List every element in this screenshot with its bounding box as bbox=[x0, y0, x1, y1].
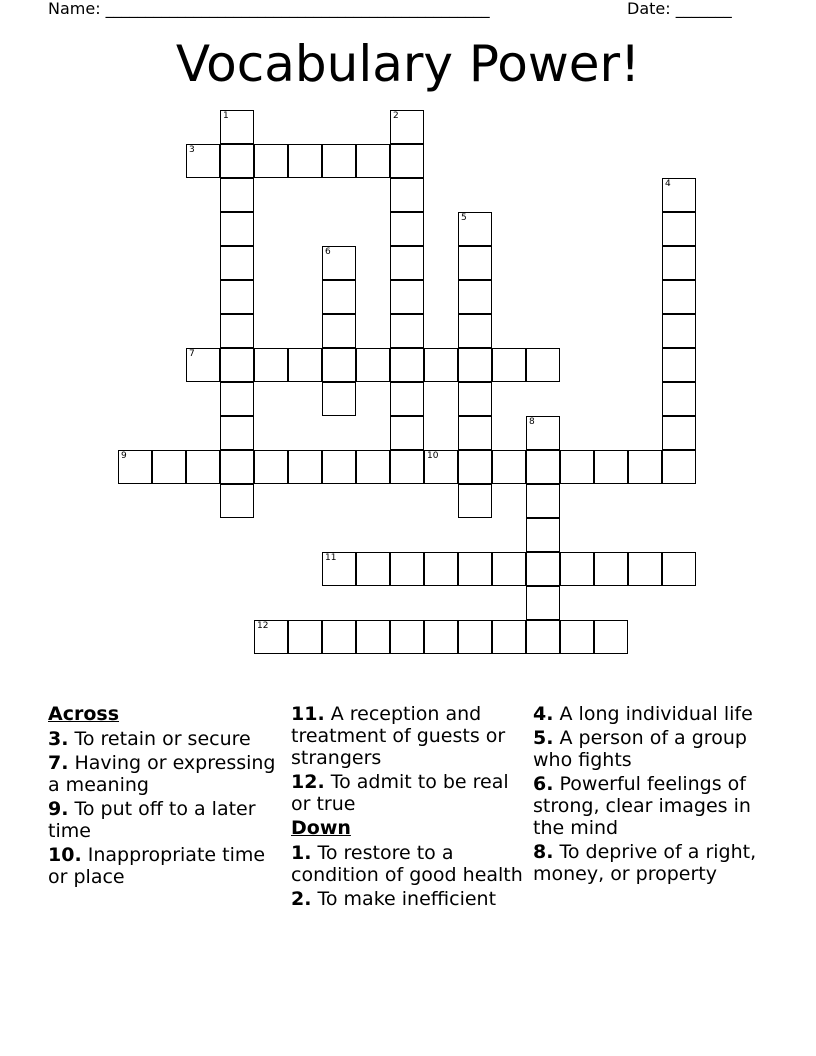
grid-cell[interactable] bbox=[492, 348, 526, 382]
grid-cell[interactable] bbox=[492, 450, 526, 484]
grid-cell[interactable] bbox=[662, 314, 696, 348]
across-heading: Across bbox=[48, 703, 120, 725]
grid-cell[interactable] bbox=[458, 450, 492, 484]
puzzle-title: Vocabulary Power! bbox=[175, 35, 641, 93]
clue-number-label: 10 bbox=[427, 451, 439, 461]
clue-number: 11. bbox=[291, 703, 325, 725]
clue-number: 2. bbox=[291, 888, 312, 910]
clue-number: 1. bbox=[291, 842, 312, 864]
clue-text: To retain or secure bbox=[74, 728, 251, 750]
clue-number-label: 1 bbox=[223, 111, 229, 121]
clue-number: 4. bbox=[533, 703, 554, 725]
clue-list bbox=[0, 703, 816, 1033]
grid-cell[interactable] bbox=[390, 348, 424, 382]
grid-cell[interactable] bbox=[118, 450, 152, 484]
grid-cell[interactable] bbox=[152, 450, 186, 484]
grid-cell[interactable] bbox=[254, 144, 288, 178]
grid-cell[interactable] bbox=[186, 348, 220, 382]
clue-number: 10. bbox=[48, 844, 82, 866]
grid-cell[interactable] bbox=[424, 450, 458, 484]
grid-cell[interactable] bbox=[390, 552, 424, 586]
grid-cell[interactable] bbox=[288, 620, 322, 654]
grid-cell[interactable] bbox=[662, 348, 696, 382]
grid-cell[interactable] bbox=[526, 348, 560, 382]
grid-cell[interactable] bbox=[458, 212, 492, 246]
name-field: Name: ________________________________________________ bbox=[48, 0, 490, 18]
grid-cell[interactable] bbox=[526, 586, 560, 620]
grid-cell[interactable] bbox=[628, 450, 662, 484]
grid-cell[interactable] bbox=[288, 450, 322, 484]
grid-cell[interactable] bbox=[628, 552, 662, 586]
grid-cell[interactable] bbox=[254, 450, 288, 484]
grid-cell[interactable] bbox=[458, 348, 492, 382]
grid-cell[interactable] bbox=[594, 450, 628, 484]
grid-cell[interactable] bbox=[662, 178, 696, 212]
clue-number: 7. bbox=[48, 752, 69, 774]
clue-text: A person of a group who fights bbox=[533, 727, 747, 771]
clue-number-label: 5 bbox=[461, 213, 467, 223]
clue-across bbox=[291, 771, 527, 815]
grid-cell[interactable] bbox=[662, 280, 696, 314]
clue-number: 3. bbox=[48, 728, 69, 750]
grid-cell[interactable] bbox=[424, 552, 458, 586]
grid-cell[interactable] bbox=[560, 620, 594, 654]
clue-number-label: 7 bbox=[189, 349, 195, 359]
grid-cell[interactable] bbox=[594, 552, 628, 586]
clue-text: To admit to be real or true bbox=[291, 771, 509, 815]
clue-text: Powerful feelings of strong, clear images in the mind bbox=[533, 773, 751, 839]
grid-cell[interactable] bbox=[458, 280, 492, 314]
clue-column-2 bbox=[291, 703, 527, 912]
clue-number-label: 11 bbox=[325, 553, 337, 563]
clue-number: 12. bbox=[291, 771, 325, 793]
clue-text: To put off to a later time bbox=[48, 798, 256, 842]
grid-cell[interactable] bbox=[390, 416, 424, 450]
grid-cell[interactable] bbox=[526, 552, 560, 586]
grid-cell[interactable] bbox=[492, 552, 526, 586]
grid-cell[interactable] bbox=[390, 144, 424, 178]
grid-cell[interactable] bbox=[662, 212, 696, 246]
clue-text: Having or expressing a meaning bbox=[48, 752, 276, 796]
clue-number-label: 9 bbox=[121, 451, 127, 461]
grid-cell[interactable] bbox=[254, 620, 288, 654]
clue-number-label: 2 bbox=[393, 111, 399, 121]
grid-cell[interactable] bbox=[288, 144, 322, 178]
clue-number-label: 4 bbox=[665, 179, 671, 189]
grid-cell[interactable] bbox=[390, 382, 424, 416]
grid-cell[interactable] bbox=[322, 144, 356, 178]
clue-down bbox=[291, 888, 527, 910]
clue-down bbox=[533, 773, 773, 839]
grid-cell[interactable] bbox=[594, 620, 628, 654]
grid-cell[interactable] bbox=[288, 348, 322, 382]
grid-cell[interactable] bbox=[458, 620, 492, 654]
grid-cell[interactable] bbox=[390, 178, 424, 212]
clue-text: To make inefficient bbox=[317, 888, 497, 910]
grid-cell[interactable] bbox=[526, 484, 560, 518]
clue-across bbox=[48, 752, 284, 796]
grid-cell[interactable] bbox=[220, 144, 254, 178]
grid-cell[interactable] bbox=[322, 620, 356, 654]
grid-cell[interactable] bbox=[356, 144, 390, 178]
grid-cell[interactable] bbox=[220, 416, 254, 450]
grid-cell[interactable] bbox=[560, 552, 594, 586]
grid-cell[interactable] bbox=[662, 416, 696, 450]
grid-cell[interactable] bbox=[560, 450, 594, 484]
clue-down bbox=[533, 727, 773, 771]
grid-cell[interactable] bbox=[390, 246, 424, 280]
clue-down bbox=[291, 842, 527, 886]
grid-cell[interactable] bbox=[662, 246, 696, 280]
clue-down bbox=[533, 703, 773, 725]
grid-cell[interactable] bbox=[424, 348, 458, 382]
clue-text: To deprive of a right, money, or property bbox=[533, 841, 757, 885]
grid-cell[interactable] bbox=[186, 450, 220, 484]
grid-cell[interactable] bbox=[390, 314, 424, 348]
grid-cell[interactable] bbox=[186, 144, 220, 178]
grid-cell[interactable] bbox=[458, 552, 492, 586]
grid-cell[interactable] bbox=[322, 246, 356, 280]
clue-down bbox=[533, 841, 773, 885]
clue-across bbox=[48, 798, 284, 842]
grid-cell[interactable] bbox=[322, 552, 356, 586]
clue-number-label: 6 bbox=[325, 247, 331, 257]
grid-cell[interactable] bbox=[356, 450, 390, 484]
grid-cell[interactable] bbox=[526, 620, 560, 654]
clue-across bbox=[291, 703, 527, 769]
clue-number: 6. bbox=[533, 773, 554, 795]
grid-cell[interactable] bbox=[662, 382, 696, 416]
grid-cell[interactable] bbox=[220, 280, 254, 314]
clue-text: Inappropriate time or place bbox=[48, 844, 266, 888]
down-heading: Down bbox=[291, 817, 351, 839]
grid-cell[interactable] bbox=[424, 620, 458, 654]
clue-number-label: 12 bbox=[257, 621, 269, 631]
grid-cell[interactable] bbox=[220, 348, 254, 382]
grid-cell[interactable] bbox=[458, 246, 492, 280]
clue-text: To restore to a condition of good health bbox=[291, 842, 523, 886]
clue-number: 9. bbox=[48, 798, 69, 820]
grid-cell[interactable] bbox=[458, 382, 492, 416]
grid-cell[interactable] bbox=[458, 314, 492, 348]
clue-column-1 bbox=[48, 703, 284, 890]
clue-column-3 bbox=[533, 703, 773, 887]
grid-cell[interactable] bbox=[322, 314, 356, 348]
grid-cell[interactable] bbox=[322, 348, 356, 382]
grid-cell[interactable] bbox=[254, 348, 288, 382]
grid-cell[interactable] bbox=[220, 110, 254, 144]
grid-cell[interactable] bbox=[220, 382, 254, 416]
grid-cell[interactable] bbox=[356, 348, 390, 382]
clue-number-label: 3 bbox=[189, 145, 195, 155]
grid-cell[interactable] bbox=[322, 280, 356, 314]
grid-cell[interactable] bbox=[458, 484, 492, 518]
clue-number: 5. bbox=[533, 727, 554, 749]
grid-cell[interactable] bbox=[220, 178, 254, 212]
grid-cell[interactable] bbox=[220, 314, 254, 348]
grid-cell[interactable] bbox=[662, 450, 696, 484]
grid-cell[interactable] bbox=[390, 212, 424, 246]
grid-cell[interactable] bbox=[390, 110, 424, 144]
grid-cell[interactable] bbox=[526, 450, 560, 484]
grid-cell[interactable] bbox=[322, 450, 356, 484]
clue-text: A reception and treatment of guests or strangers bbox=[291, 703, 506, 769]
grid-cell[interactable] bbox=[356, 552, 390, 586]
grid-cell[interactable] bbox=[390, 280, 424, 314]
grid-cell[interactable] bbox=[390, 450, 424, 484]
clue-number-label: 8 bbox=[529, 417, 535, 427]
grid-cell[interactable] bbox=[662, 552, 696, 586]
grid-cell[interactable] bbox=[220, 212, 254, 246]
grid-cell[interactable] bbox=[220, 450, 254, 484]
grid-cell[interactable] bbox=[492, 620, 526, 654]
grid-cell[interactable] bbox=[458, 416, 492, 450]
clue-across bbox=[48, 844, 284, 888]
grid-cell[interactable] bbox=[526, 518, 560, 552]
clue-text: A long individual life bbox=[559, 703, 753, 725]
grid-cell[interactable] bbox=[526, 416, 560, 450]
grid-cell[interactable] bbox=[220, 246, 254, 280]
clue-across bbox=[48, 728, 284, 750]
date-field: Date: _______ bbox=[627, 0, 732, 18]
grid-cell[interactable] bbox=[356, 620, 390, 654]
clue-number: 8. bbox=[533, 841, 554, 863]
grid-cell[interactable] bbox=[390, 620, 424, 654]
grid-cell[interactable] bbox=[322, 382, 356, 416]
grid-cell[interactable] bbox=[220, 484, 254, 518]
